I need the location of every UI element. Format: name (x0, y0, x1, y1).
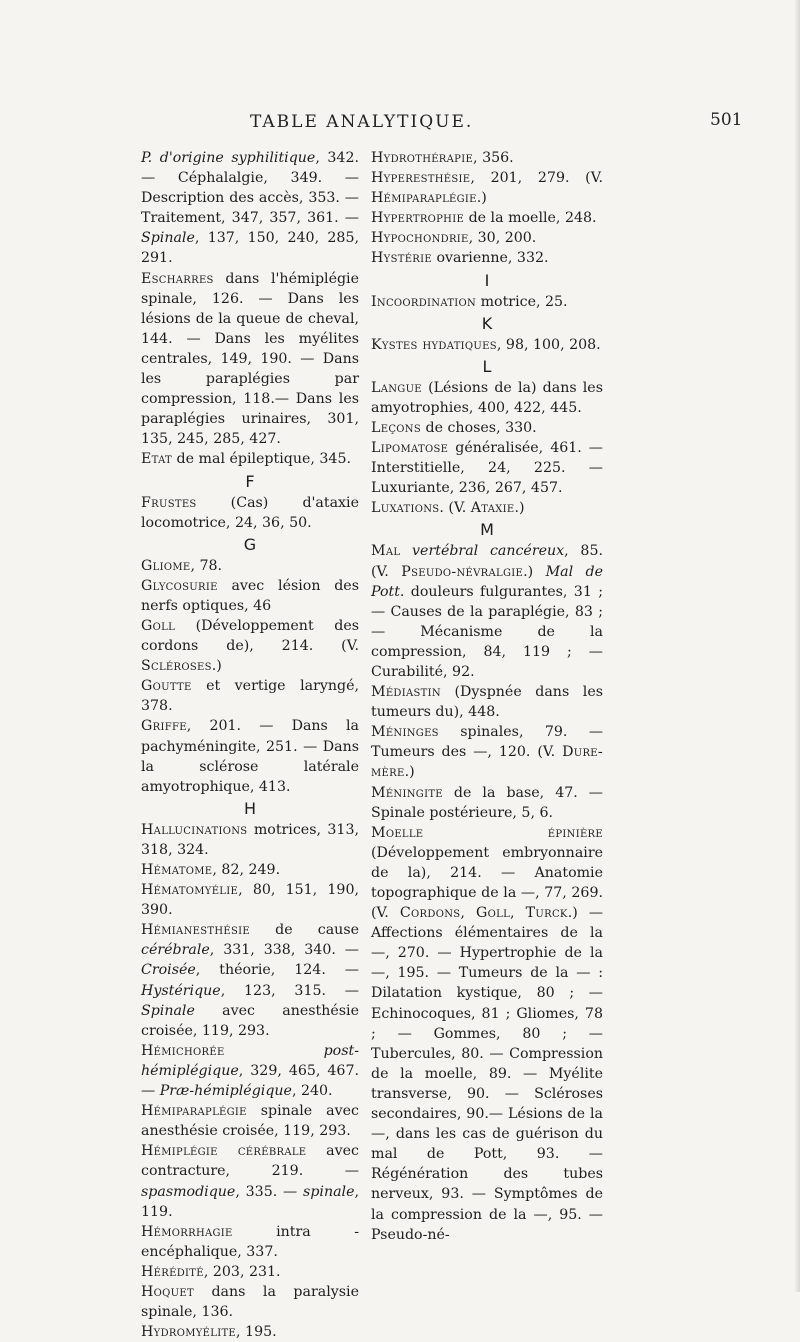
index-entry (371, 722, 603, 782)
italic-text: spinale (303, 1183, 355, 1200)
index-term: Hypochondrie (371, 230, 469, 247)
entry-text: , 119. (141, 1183, 359, 1220)
entry-text: , 78. (190, 557, 223, 574)
index-entry (141, 820, 359, 860)
index-term: Hérédité (141, 1263, 204, 1280)
index-term: Hoquet (141, 1283, 194, 1300)
index-term: Kystes hydatiques (371, 336, 497, 353)
index-entry (371, 498, 603, 518)
index-column-left (141, 148, 359, 1342)
index-term: Hématomyélie (141, 882, 239, 899)
index-term: Pseudo-névralgie (401, 563, 524, 580)
entry-text: , 137, 150, 240, 285, 291. (141, 230, 359, 267)
index-term: Hémiparaplégie (141, 1103, 247, 1120)
entry-text: avec contracture, 219. — (141, 1143, 359, 1180)
entry-text: . douleurs fulgurantes, 31 ; — Causes de la paraplégie, 83 ; — Mécanisme de la compression, 84, 119 ; — Curabilité, 92. (371, 583, 603, 680)
index-entry (371, 148, 603, 168)
section-letter: F (245, 471, 255, 491)
index-entry (141, 1222, 359, 1262)
index-term: Lipomatose (371, 440, 449, 457)
entry-text: ovarienne, 332. (431, 250, 549, 267)
index-term: Hallucinations (141, 821, 248, 838)
entry-text: , 80, 151, 190, 390. (141, 882, 359, 919)
index-entry (141, 576, 359, 616)
entry-text: (Lésions de la) dans les amyotrophies, 400, 422, 445. (371, 379, 603, 416)
index-term: Hématome (141, 862, 213, 878)
entry-text: intra - encéphalique, 337. (141, 1223, 359, 1260)
index-column-right (371, 148, 603, 1245)
index-entry (371, 682, 603, 722)
index-entry (141, 1282, 359, 1322)
section-letter: H (243, 798, 257, 818)
scan-edge-shadow (794, 0, 800, 1292)
index-term: Médiastin (371, 684, 441, 701)
index-term: Langue (371, 379, 422, 396)
italic-text: vertébral cancéreux (412, 543, 565, 560)
entry-text: de la base, 47. — Spinale postérieure, 5, 6. (371, 784, 603, 821)
index-term: Hydromyélite (141, 1324, 237, 1341)
italic-text: Præ-hémiplégique (159, 1083, 292, 1100)
entry-text: de mal épileptique, 345. (172, 451, 351, 468)
entry-text (225, 1043, 324, 1059)
index-entry (141, 920, 359, 1041)
entry-text: , 123, 315. — (220, 982, 359, 999)
index-term: Frustes (141, 494, 197, 511)
index-term: Turck (525, 905, 568, 922)
section-letter: I (484, 270, 490, 290)
section-letter: M (480, 520, 494, 540)
index-term: Hémorrhagie (141, 1223, 233, 1240)
index-term: Hypertrophie (371, 210, 465, 227)
index-entry (371, 335, 603, 355)
index-entry (141, 860, 359, 880)
entry-text: spinale avec anesthésie croisée, 119, 293. (141, 1103, 359, 1140)
entry-text: (Développement embryonnaire de la), 214. — Anatomie topographique de la —, 77, 269. (V. (371, 844, 603, 922)
italic-text: Croisée (141, 962, 196, 979)
page-number: 501 (710, 110, 743, 130)
index-term: Incoordination (371, 293, 477, 310)
index-term: Ataxie (470, 500, 515, 517)
index-term: Mal (371, 543, 401, 560)
entry-text: , (460, 905, 477, 922)
index-entry (141, 616, 359, 676)
index-term: Méningite (371, 784, 443, 801)
index-entry (141, 269, 359, 450)
index-entry (141, 1041, 359, 1101)
entry-text: .) (514, 500, 525, 517)
index-term: Moelle épinière (371, 824, 603, 841)
index-term: Luxations (371, 500, 440, 517)
index-term: Leçons (371, 419, 421, 436)
index-term: Griffe (141, 718, 187, 735)
index-entry (141, 880, 359, 920)
index-entry (371, 228, 603, 248)
index-term: Glycosurie (141, 577, 218, 594)
entry-text: , 201. — Dans la pachyméningite, 251. — Dans la sclérose latérale amyotrophique, 413. (141, 718, 359, 795)
index-entry (371, 292, 603, 312)
index-entry (141, 1262, 359, 1282)
index-entry (371, 168, 603, 208)
index-term: Hémianesthésie (141, 922, 250, 939)
index-entry (371, 248, 603, 268)
entry-text: , 203, 231. (203, 1263, 281, 1280)
italic-text: Spinale (141, 230, 195, 247)
index-entry (371, 418, 603, 438)
index-entry (141, 1141, 359, 1221)
entry-text: avec anesthésie croisée, 119, 293. (141, 1002, 359, 1039)
entry-text: de la moelle, 248. (464, 210, 597, 227)
entry-text: dans la paralysie spinale, 136. (141, 1283, 359, 1321)
index-term: Goll (476, 905, 511, 922)
index-term: Dure-mère (371, 744, 603, 781)
entry-text: de cause (249, 922, 359, 939)
entry-text: spinales, 79. — Tumeurs des —, 120. (V. (371, 724, 603, 761)
entry-text: , 335. — (235, 1183, 304, 1200)
index-entry (141, 556, 359, 576)
index-term: Goll (141, 617, 176, 634)
entry-text: , 98, 100, 208. (496, 336, 601, 353)
italic-text: Hystérique (141, 982, 221, 999)
index-term: Escharres (141, 270, 214, 287)
entry-text: .) (404, 764, 415, 781)
entry-text: et vertige laryngé, 378. (141, 678, 359, 715)
index-entry (141, 716, 359, 796)
italic-text: P. d'origine syphilitique (141, 150, 316, 166)
entry-text: , 331, 338, 340. — (209, 942, 359, 959)
entry-text: généralisée, 461. — Interstitielle, 24, 225. — Luxuriante, 236, 267, 457. (371, 440, 603, 497)
section-letter: L (482, 356, 492, 376)
italic-text: Spinale (141, 1002, 195, 1019)
index-term: Hyperesthésie (371, 170, 471, 187)
index-entry (141, 148, 359, 269)
index-term: Hydrothérapie (371, 150, 474, 166)
entry-text: , 82, 249. (212, 862, 281, 878)
index-entry (371, 823, 603, 1245)
section-letter: G (243, 534, 257, 554)
entry-text: (Dyspnée dans les tumeurs du), 448. (371, 684, 603, 721)
entry-text: motrice, 25. (476, 293, 568, 310)
index-term: Hystérie (371, 250, 432, 267)
entry-text: .) (476, 190, 487, 207)
index-term: Méninges (371, 724, 439, 741)
entry-text: , (510, 905, 526, 922)
entry-text: , 85. (V. (371, 543, 603, 580)
index-entry (371, 783, 603, 823)
entry-text: , 195. (236, 1324, 277, 1341)
italic-text: post-hémiplégique (141, 1042, 359, 1079)
entry-text: avec lésion des nerfs optiques, 46 (141, 577, 359, 614)
index-entry (141, 1322, 359, 1342)
entry-text: , 201, 279. (V. (470, 170, 603, 187)
index-term: Goutte (141, 678, 192, 695)
index-entry (141, 676, 359, 716)
index-entry (141, 1101, 359, 1141)
running-header: TABLE ANALYTIQUE. (250, 112, 474, 132)
entry-text (400, 543, 412, 559)
entry-text: motrices, 313, 318, 324. (141, 821, 359, 858)
entry-text: , 240. (291, 1083, 333, 1100)
index-term: Cordons (399, 905, 461, 922)
entry-text: de choses, 330. (420, 419, 537, 436)
entry-text: , 356. (473, 150, 514, 166)
entry-text: .) (211, 658, 222, 675)
italic-text: Mal de Pott (371, 563, 604, 600)
index-term: Hémiparaplégie (371, 190, 477, 207)
italic-text: spasmodique (141, 1183, 236, 1200)
entry-text: , 329, 465, 467. — (141, 1062, 359, 1100)
index-term: Hémiplégie cérébrale (141, 1143, 307, 1160)
entry-text: , 342. — Céphalalgie, 349. — Description des accès, 353. — Traitement, 347, 357, 361. — (141, 150, 359, 227)
index-term: Gliome (141, 557, 191, 574)
index-entry (141, 449, 359, 469)
index-entry (141, 493, 359, 533)
entry-text: (Développement des cordons de), 214. (V. (141, 617, 359, 655)
index-entry (371, 438, 603, 498)
entry-text: dans l'hémiplégie spinale, 126. — Dans les lésions de la queue de cheval, 144. — Dans les myélites centrales, 149, 190. — Dans les paraplégies par compression, 118.— Dans les paraplégies urinaires, 301, 135, 245, 285, 427. (141, 270, 359, 448)
entry-text: , théorie, 124. — (195, 962, 359, 979)
index-entry (371, 541, 603, 682)
entry-text: .) — Affections élémentaires de la —, 270. — Hypertrophie de la —, 195. — Tumeurs de la — : Dilatation kystique, 80 ; — Echinocoques, 81 ; Gliomes, 78 ; — Gommes, 80 ; — Tubercules, 80. — Compression de la moelle, 89. — Myélite transverse, 90. — Scléroses secondaires, 90.— Lésions de la —, dans les cas de guérison du mal de Pott, 93. — Régénération des tubes nerveux, 93. — Symptômes de la compression de la —, 95. — Pseudo-né- (371, 905, 604, 1243)
index-entry (371, 378, 603, 418)
index-term: Etat (141, 451, 173, 468)
index-term: Scléroses (141, 658, 212, 675)
italic-text: cérébrale (141, 942, 210, 959)
section-letter: K (481, 313, 493, 333)
entry-text: .) (523, 563, 546, 580)
index-term: Hémichorée (141, 1042, 225, 1059)
entry-text: . (V. (439, 500, 471, 517)
entry-text: (Cas) d'ataxie locomotrice, 24, 36, 50. (141, 494, 359, 531)
index-entry (371, 208, 603, 228)
entry-text: , 30, 200. (468, 230, 537, 247)
